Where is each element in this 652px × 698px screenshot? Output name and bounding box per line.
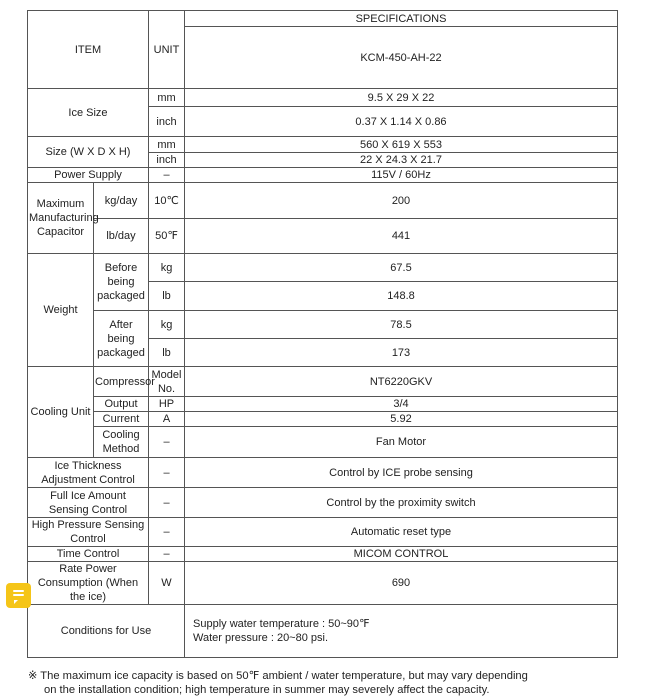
time-control-label: Time Control xyxy=(28,547,149,562)
cell-unit: inch xyxy=(149,153,185,168)
cell-unit: – xyxy=(149,547,185,562)
high-pressure-label: High Pressure Sensing Control xyxy=(28,518,149,547)
cell-value: 67.5 xyxy=(185,254,618,282)
cell-condition: 50℉ xyxy=(149,219,185,254)
ice-thickness-label: Ice Thickness Adjustment Control xyxy=(28,458,149,488)
table-row xyxy=(28,219,618,254)
cell-unit: W xyxy=(149,562,185,605)
cell-value: 173 xyxy=(185,339,618,367)
cell-value: Automatic reset type xyxy=(185,518,618,547)
conditions-value xyxy=(185,605,618,658)
cell-value: 200 xyxy=(185,183,618,219)
cell-value: 78.5 xyxy=(185,311,618,339)
cell-unit: lb xyxy=(149,339,185,367)
table-row xyxy=(28,254,618,282)
cell-unit: – xyxy=(149,518,185,547)
cell-value: 560 X 619 X 553 xyxy=(185,137,618,153)
cell-unit: – xyxy=(149,458,185,488)
weight-group-label: Before being packaged xyxy=(94,254,149,311)
cell-value: 690 xyxy=(185,562,618,605)
cell-value: 115V / 60Hz xyxy=(185,168,618,183)
table-row xyxy=(28,518,618,547)
footnote-line-1: ※ The maximum ice capacity is based on 50℉ ambient / water temperature, but may vary depending xyxy=(28,670,528,682)
cell-unit: inch xyxy=(149,107,185,137)
cell-unit: – xyxy=(149,168,185,183)
header-item: ITEM xyxy=(28,11,149,89)
table-row xyxy=(28,168,618,183)
cell-unit: mm xyxy=(149,89,185,107)
cell-unit: – xyxy=(149,488,185,518)
table-row xyxy=(28,137,618,153)
table-row xyxy=(28,458,618,488)
cell-value: 3/4 xyxy=(185,397,618,412)
cell-value: 9.5 X 29 X 22 xyxy=(185,89,618,107)
conditions-line-1: Supply water temperature : 50~90℉ xyxy=(193,618,370,630)
conditions-line-2: Water pressure : 20~80 psi. xyxy=(193,632,329,644)
table-row xyxy=(28,412,618,427)
specifications-table xyxy=(27,10,618,658)
cell-value: 0.37 X 1.14 X 0.86 xyxy=(185,107,618,137)
header-specifications: SPECIFICATIONS xyxy=(185,11,618,27)
cell-value: MICOM CONTROL xyxy=(185,547,618,562)
cell-value: Fan Motor xyxy=(185,427,618,458)
cell-unit: lb/day xyxy=(94,219,149,254)
table-row xyxy=(28,427,618,458)
cell-value: 441 xyxy=(185,219,618,254)
footnote xyxy=(28,669,628,697)
table-row xyxy=(28,605,618,658)
cell-condition: 10℃ xyxy=(149,183,185,219)
table-row xyxy=(28,562,618,605)
table-row xyxy=(28,488,618,518)
cooling-item-label: Compressor xyxy=(94,367,149,397)
cell-unit: mm xyxy=(149,137,185,153)
weight-group-label: After being packaged xyxy=(94,311,149,367)
cell-unit: HP xyxy=(149,397,185,412)
cell-unit: kg/day xyxy=(94,183,149,219)
cell-value: 5.92 xyxy=(185,412,618,427)
table-row xyxy=(28,397,618,412)
cell-value: Control by ICE probe sensing xyxy=(185,458,618,488)
cell-unit: kg xyxy=(149,254,185,282)
table-row xyxy=(28,311,618,339)
capacity-label: Maximum Manufacturing Capacitor xyxy=(28,183,94,254)
chat-button[interactable] xyxy=(6,583,31,608)
ice-size-label: Ice Size xyxy=(28,89,149,137)
table-row xyxy=(28,89,618,107)
weight-label: Weight xyxy=(28,254,94,367)
full-ice-label: Full Ice Amount Sensing Control xyxy=(28,488,149,518)
table-row xyxy=(28,367,618,397)
table-row xyxy=(28,547,618,562)
cell-value: 22 X 24.3 X 21.7 xyxy=(185,153,618,168)
cell-value: Control by the proximity switch xyxy=(185,488,618,518)
cell-unit: kg xyxy=(149,311,185,339)
cell-value: NT6220GKV xyxy=(185,367,618,397)
cooling-item-label: Current xyxy=(94,412,149,427)
table-row xyxy=(28,183,618,219)
cell-unit: Model No. xyxy=(149,367,185,397)
table-row xyxy=(28,11,618,27)
footnote-line-2: on the installation condition; high temperature in summer may severely affect the capacity. xyxy=(44,684,490,696)
conditions-label: Conditions for Use xyxy=(28,605,185,658)
cell-value: 148.8 xyxy=(185,282,618,311)
cooling-item-label: Cooling Method xyxy=(94,427,149,458)
header-unit: UNIT xyxy=(149,11,185,89)
cooling-label: Cooling Unit xyxy=(28,367,94,458)
rate-power-label: Rate Power Consumption (When the ice) xyxy=(28,562,149,605)
cell-unit: A xyxy=(149,412,185,427)
size-label: Size (W X D X H) xyxy=(28,137,149,168)
cooling-item-label: Output xyxy=(94,397,149,412)
header-model: KCM-450-AH-22 xyxy=(185,27,618,89)
cell-unit: lb xyxy=(149,282,185,311)
cell-unit: – xyxy=(149,427,185,458)
power-supply-label: Power Supply xyxy=(28,168,149,183)
